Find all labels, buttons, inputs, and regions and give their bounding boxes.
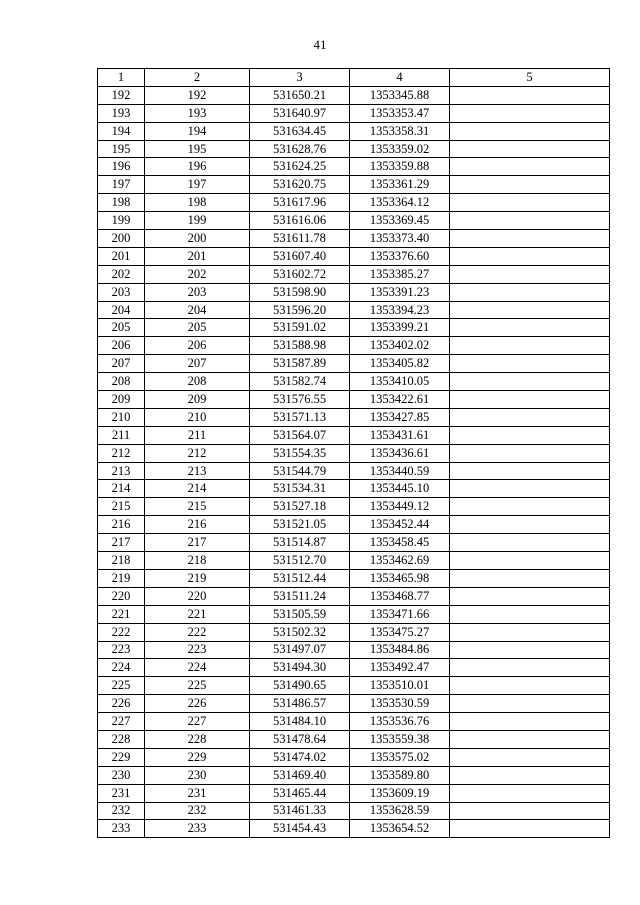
table-row (98, 677, 610, 695)
table-row (98, 605, 610, 623)
cell-note (450, 337, 610, 355)
cell-point-number: 199 (98, 212, 145, 230)
cell-note (450, 784, 610, 802)
cell-coord-x: 531616.06 (250, 212, 350, 230)
cell-point-number: 196 (98, 158, 145, 176)
cell-point-id: 204 (145, 301, 250, 319)
cell-point-id: 206 (145, 337, 250, 355)
cell-coord-x: 531505.59 (250, 605, 350, 623)
cell-coord-x: 531617.96 (250, 194, 350, 212)
table-row (98, 426, 610, 444)
cell-coord-y: 1353361.29 (350, 176, 450, 194)
cell-note (450, 677, 610, 695)
table-row (98, 373, 610, 391)
table-row (98, 784, 610, 802)
cell-point-number: 222 (98, 623, 145, 641)
cell-coord-y: 1353559.38 (350, 730, 450, 748)
cell-point-id: 211 (145, 426, 250, 444)
cell-coord-x: 531628.76 (250, 140, 350, 158)
cell-coord-y: 1353589.80 (350, 766, 450, 784)
cell-coord-x: 531588.98 (250, 337, 350, 355)
cell-point-number: 195 (98, 140, 145, 158)
cell-coord-y: 1353436.61 (350, 444, 450, 462)
table-row (98, 391, 610, 409)
cell-coord-y: 1353484.86 (350, 641, 450, 659)
cell-point-number: 233 (98, 820, 145, 838)
cell-note (450, 498, 610, 516)
table-row (98, 730, 610, 748)
cell-point-id: 228 (145, 730, 250, 748)
table-row (98, 641, 610, 659)
cell-coord-x: 531474.02 (250, 748, 350, 766)
column-header-5: 5 (450, 69, 610, 87)
cell-coord-x: 531598.90 (250, 283, 350, 301)
cell-coord-y: 1353530.59 (350, 695, 450, 713)
cell-point-id: 200 (145, 230, 250, 248)
cell-point-id: 222 (145, 623, 250, 641)
cell-point-id: 199 (145, 212, 250, 230)
cell-coord-x: 531534.31 (250, 480, 350, 498)
cell-point-id: 217 (145, 534, 250, 552)
cell-point-id: 209 (145, 391, 250, 409)
cell-coord-x: 531512.44 (250, 569, 350, 587)
cell-point-id: 210 (145, 408, 250, 426)
cell-point-id: 198 (145, 194, 250, 212)
cell-coord-y: 1353575.02 (350, 748, 450, 766)
cell-coord-y: 1353449.12 (350, 498, 450, 516)
cell-coord-x: 531607.40 (250, 247, 350, 265)
cell-note (450, 462, 610, 480)
cell-point-id: 205 (145, 319, 250, 337)
table-row (98, 766, 610, 784)
cell-note (450, 230, 610, 248)
cell-point-number: 229 (98, 748, 145, 766)
cell-coord-x: 531571.13 (250, 408, 350, 426)
cell-point-number: 218 (98, 552, 145, 570)
cell-point-number: 230 (98, 766, 145, 784)
cell-point-id: 197 (145, 176, 250, 194)
cell-point-id: 213 (145, 462, 250, 480)
cell-coord-x: 531514.87 (250, 534, 350, 552)
cell-point-id: 229 (145, 748, 250, 766)
cell-coord-y: 1353492.47 (350, 659, 450, 677)
cell-point-number: 214 (98, 480, 145, 498)
cell-coord-x: 531564.07 (250, 426, 350, 444)
cell-point-id: 207 (145, 355, 250, 373)
cell-point-id: 230 (145, 766, 250, 784)
table-row (98, 462, 610, 480)
cell-coord-x: 531484.10 (250, 713, 350, 731)
column-header-1: 1 (98, 69, 145, 87)
cell-coord-y: 1353394.23 (350, 301, 450, 319)
cell-coord-x: 531454.43 (250, 820, 350, 838)
table-row (98, 695, 610, 713)
table-row (98, 247, 610, 265)
cell-note (450, 605, 610, 623)
cell-point-id: 196 (145, 158, 250, 176)
cell-point-number: 203 (98, 283, 145, 301)
table-row (98, 516, 610, 534)
cell-point-number: 227 (98, 713, 145, 731)
cell-point-number: 226 (98, 695, 145, 713)
table-row (98, 265, 610, 283)
cell-note (450, 158, 610, 176)
cell-point-number: 200 (98, 230, 145, 248)
header-row (98, 69, 610, 87)
cell-point-id: 195 (145, 140, 250, 158)
table-row (98, 319, 610, 337)
cell-coord-y: 1353399.21 (350, 319, 450, 337)
cell-coord-y: 1353628.59 (350, 802, 450, 820)
cell-coord-x: 531511.24 (250, 587, 350, 605)
cell-point-id: 192 (145, 86, 250, 104)
cell-coord-x: 531611.78 (250, 230, 350, 248)
cell-note (450, 444, 610, 462)
cell-coord-y: 1353427.85 (350, 408, 450, 426)
cell-note (450, 355, 610, 373)
cell-note (450, 695, 610, 713)
cell-point-number: 194 (98, 122, 145, 140)
cell-coord-x: 531576.55 (250, 391, 350, 409)
cell-point-number: 205 (98, 319, 145, 337)
cell-coord-y: 1353654.52 (350, 820, 450, 838)
table-row (98, 534, 610, 552)
cell-point-number: 216 (98, 516, 145, 534)
cell-coord-x: 531591.02 (250, 319, 350, 337)
cell-coord-y: 1353445.10 (350, 480, 450, 498)
cell-note (450, 748, 610, 766)
cell-coord-y: 1353458.45 (350, 534, 450, 552)
cell-note (450, 247, 610, 265)
cell-note (450, 373, 610, 391)
cell-coord-y: 1353373.40 (350, 230, 450, 248)
table-row (98, 104, 610, 122)
cell-point-id: 218 (145, 552, 250, 570)
table-row (98, 194, 610, 212)
cell-coord-y: 1353468.77 (350, 587, 450, 605)
table-row (98, 444, 610, 462)
cell-coord-y: 1353402.02 (350, 337, 450, 355)
cell-coord-y: 1353359.88 (350, 158, 450, 176)
cell-point-id: 224 (145, 659, 250, 677)
cell-point-number: 224 (98, 659, 145, 677)
cell-note (450, 730, 610, 748)
cell-coord-x: 531502.32 (250, 623, 350, 641)
cell-coord-y: 1353376.60 (350, 247, 450, 265)
cell-coord-y: 1353609.19 (350, 784, 450, 802)
cell-point-id: 194 (145, 122, 250, 140)
table-row (98, 480, 610, 498)
cell-coord-y: 1353471.66 (350, 605, 450, 623)
cell-point-id: 223 (145, 641, 250, 659)
cell-coord-x: 531596.20 (250, 301, 350, 319)
cell-point-id: 231 (145, 784, 250, 802)
cell-coord-x: 531494.30 (250, 659, 350, 677)
cell-coord-y: 1353510.01 (350, 677, 450, 695)
cell-note (450, 623, 610, 641)
cell-coord-x: 531490.65 (250, 677, 350, 695)
cell-point-number: 202 (98, 265, 145, 283)
cell-note (450, 713, 610, 731)
cell-coord-y: 1353452.44 (350, 516, 450, 534)
column-header-4: 4 (350, 69, 450, 87)
cell-note (450, 641, 610, 659)
cell-point-id: 219 (145, 569, 250, 587)
cell-point-id: 227 (145, 713, 250, 731)
cell-point-number: 213 (98, 462, 145, 480)
cell-coord-y: 1353353.47 (350, 104, 450, 122)
cell-note (450, 391, 610, 409)
table-row (98, 498, 610, 516)
table-row (98, 659, 610, 677)
column-header-2: 2 (145, 69, 250, 87)
table-row (98, 623, 610, 641)
table-row (98, 587, 610, 605)
cell-point-number: 232 (98, 802, 145, 820)
cell-note (450, 516, 610, 534)
table-body (98, 86, 610, 837)
cell-coord-y: 1353475.27 (350, 623, 450, 641)
cell-point-id: 212 (145, 444, 250, 462)
cell-point-id: 215 (145, 498, 250, 516)
cell-coord-x: 531497.07 (250, 641, 350, 659)
cell-point-id: 202 (145, 265, 250, 283)
cell-note (450, 820, 610, 838)
cell-note (450, 283, 610, 301)
cell-coord-y: 1353345.88 (350, 86, 450, 104)
table-row (98, 552, 610, 570)
cell-coord-y: 1353405.82 (350, 355, 450, 373)
cell-point-number: 206 (98, 337, 145, 355)
table-row (98, 820, 610, 838)
cell-note (450, 426, 610, 444)
table-row (98, 337, 610, 355)
cell-coord-x: 531527.18 (250, 498, 350, 516)
cell-coord-y: 1353391.23 (350, 283, 450, 301)
cell-coord-x: 531620.75 (250, 176, 350, 194)
cell-point-number: 220 (98, 587, 145, 605)
cell-coord-x: 531521.05 (250, 516, 350, 534)
cell-note (450, 86, 610, 104)
cell-point-number: 208 (98, 373, 145, 391)
cell-coord-x: 531465.44 (250, 784, 350, 802)
cell-point-number: 219 (98, 569, 145, 587)
cell-coord-x: 531554.35 (250, 444, 350, 462)
cell-coord-x: 531624.25 (250, 158, 350, 176)
cell-point-number: 221 (98, 605, 145, 623)
cell-note (450, 176, 610, 194)
cell-point-id: 225 (145, 677, 250, 695)
table-row (98, 713, 610, 731)
cell-note (450, 122, 610, 140)
cell-point-id: 220 (145, 587, 250, 605)
table-row (98, 86, 610, 104)
table-row (98, 569, 610, 587)
cell-point-id: 208 (145, 373, 250, 391)
cell-point-number: 217 (98, 534, 145, 552)
table-row (98, 140, 610, 158)
cell-coord-y: 1353431.61 (350, 426, 450, 444)
cell-point-id: 233 (145, 820, 250, 838)
cell-point-number: 192 (98, 86, 145, 104)
cell-point-number: 193 (98, 104, 145, 122)
cell-coord-x: 531461.33 (250, 802, 350, 820)
cell-coord-x: 531544.79 (250, 462, 350, 480)
cell-note (450, 587, 610, 605)
coordinates-table (97, 68, 610, 838)
cell-point-number: 212 (98, 444, 145, 462)
cell-point-id: 203 (145, 283, 250, 301)
cell-point-id: 226 (145, 695, 250, 713)
cell-point-number: 198 (98, 194, 145, 212)
cell-point-id: 201 (145, 247, 250, 265)
cell-coord-x: 531650.21 (250, 86, 350, 104)
cell-coord-x: 531587.89 (250, 355, 350, 373)
cell-point-number: 225 (98, 677, 145, 695)
table-row (98, 408, 610, 426)
cell-note (450, 408, 610, 426)
cell-coord-y: 1353364.12 (350, 194, 450, 212)
cell-note (450, 212, 610, 230)
table-row (98, 802, 610, 820)
cell-point-id: 221 (145, 605, 250, 623)
cell-point-number: 207 (98, 355, 145, 373)
cell-coord-y: 1353358.31 (350, 122, 450, 140)
cell-note (450, 194, 610, 212)
cell-point-number: 231 (98, 784, 145, 802)
cell-coord-y: 1353465.98 (350, 569, 450, 587)
cell-point-number: 197 (98, 176, 145, 194)
cell-coord-y: 1353369.45 (350, 212, 450, 230)
table-row (98, 748, 610, 766)
cell-point-number: 209 (98, 391, 145, 409)
cell-note (450, 265, 610, 283)
table-row (98, 122, 610, 140)
cell-coord-y: 1353410.05 (350, 373, 450, 391)
table-row (98, 355, 610, 373)
cell-point-number: 204 (98, 301, 145, 319)
cell-note (450, 301, 610, 319)
column-header-3: 3 (250, 69, 350, 87)
cell-point-number: 201 (98, 247, 145, 265)
cell-coord-x: 531634.45 (250, 122, 350, 140)
cell-coord-x: 531469.40 (250, 766, 350, 784)
cell-coord-y: 1353422.61 (350, 391, 450, 409)
cell-point-id: 214 (145, 480, 250, 498)
cell-note (450, 802, 610, 820)
cell-coord-y: 1353359.02 (350, 140, 450, 158)
cell-coord-x: 531486.57 (250, 695, 350, 713)
cell-point-number: 223 (98, 641, 145, 659)
cell-point-number: 215 (98, 498, 145, 516)
table-row (98, 230, 610, 248)
cell-point-number: 228 (98, 730, 145, 748)
cell-note (450, 569, 610, 587)
table-row (98, 176, 610, 194)
cell-coord-x: 531602.72 (250, 265, 350, 283)
table-row (98, 158, 610, 176)
page-number: 41 (313, 37, 327, 52)
cell-note (450, 140, 610, 158)
cell-coord-y: 1353440.59 (350, 462, 450, 480)
table-row (98, 283, 610, 301)
table-row (98, 301, 610, 319)
cell-note (450, 319, 610, 337)
cell-note (450, 534, 610, 552)
cell-point-number: 210 (98, 408, 145, 426)
table-row (98, 212, 610, 230)
cell-note (450, 104, 610, 122)
cell-coord-y: 1353462.69 (350, 552, 450, 570)
cell-coord-x: 531478.64 (250, 730, 350, 748)
cell-coord-x: 531640.97 (250, 104, 350, 122)
cell-coord-x: 531512.70 (250, 552, 350, 570)
cell-note (450, 552, 610, 570)
cell-coord-y: 1353536.76 (350, 713, 450, 731)
cell-point-id: 232 (145, 802, 250, 820)
cell-coord-x: 531582.74 (250, 373, 350, 391)
cell-coord-y: 1353385.27 (350, 265, 450, 283)
cell-note (450, 766, 610, 784)
cell-note (450, 480, 610, 498)
cell-point-id: 193 (145, 104, 250, 122)
cell-point-number: 211 (98, 426, 145, 444)
cell-point-id: 216 (145, 516, 250, 534)
cell-note (450, 659, 610, 677)
